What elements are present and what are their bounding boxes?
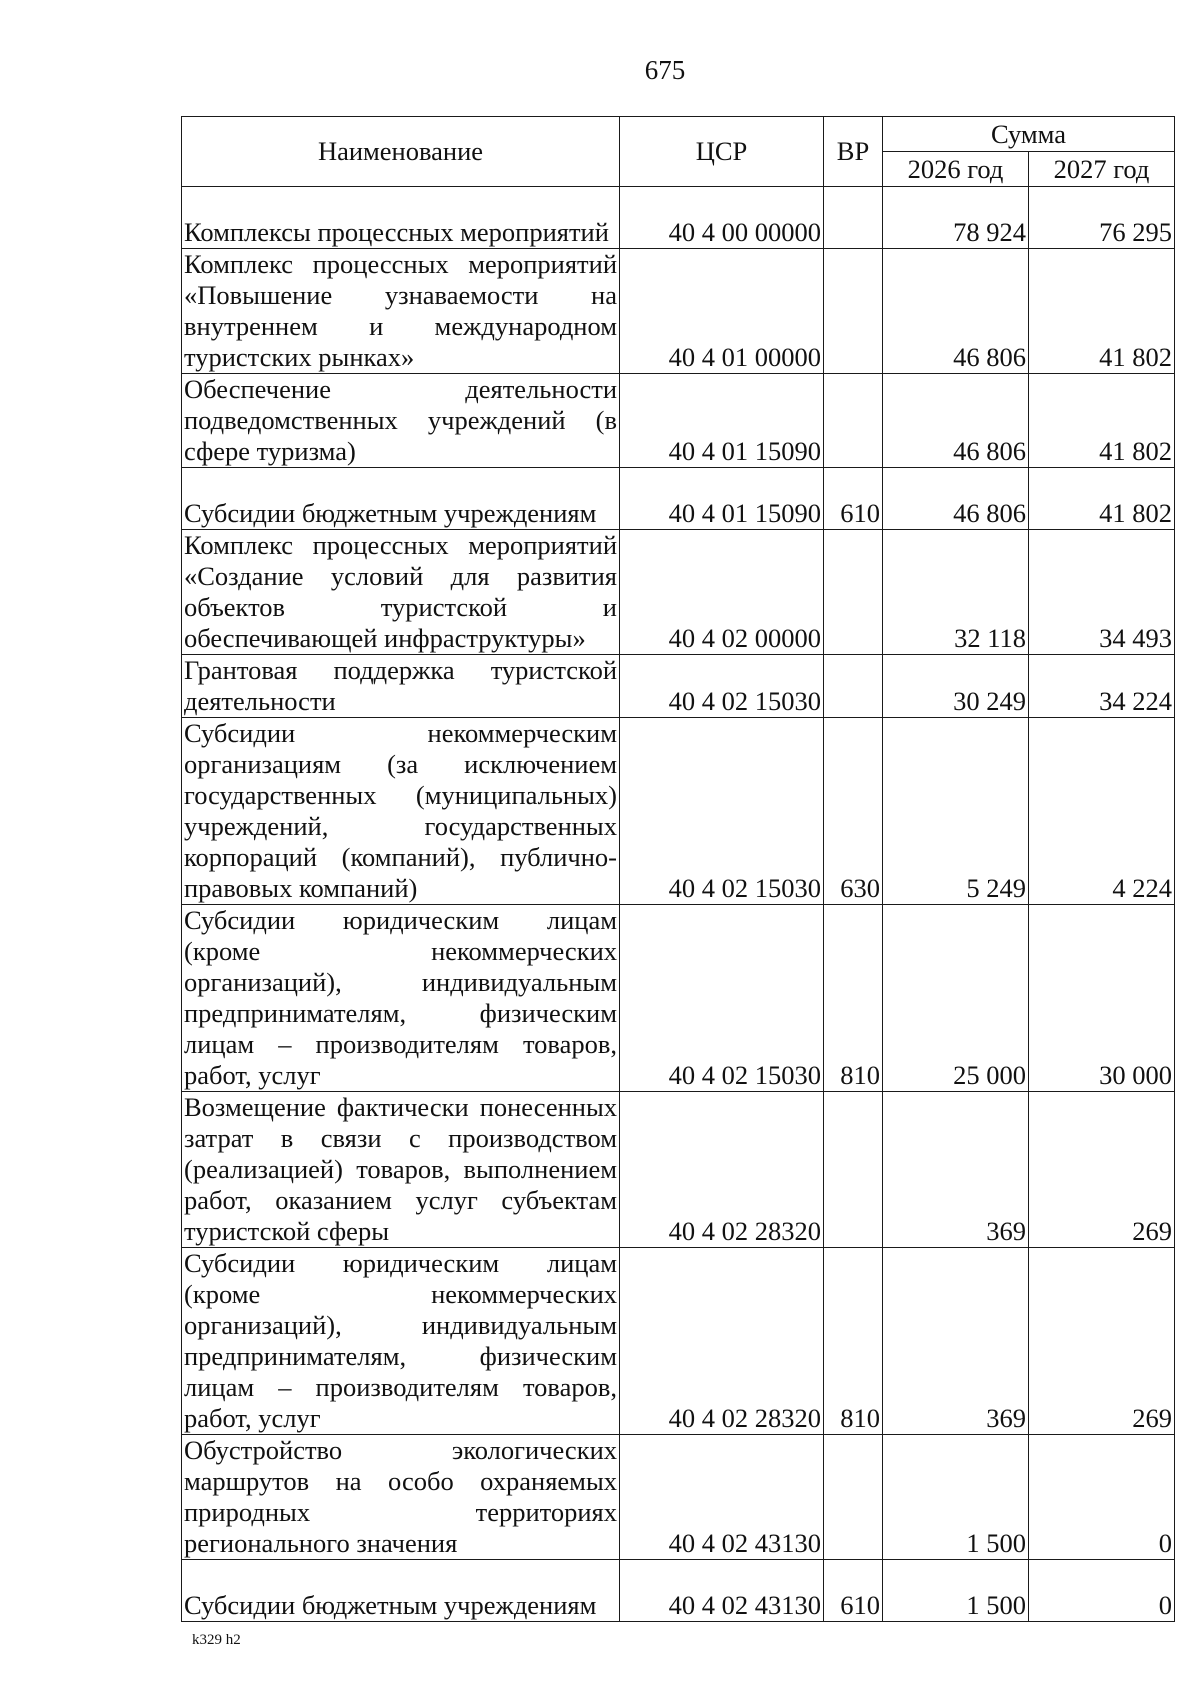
header-year-2026: 2026 год: [883, 152, 1029, 187]
row-sum-2027-cell: 41 802: [1029, 249, 1175, 374]
row-name-cell: Субсидии некоммерческим организациям (за исключением государственных (муниципальных) учреждений, государственных корпораций (компаний), публично-правовых компаний): [182, 718, 620, 905]
header-year-2027: 2027 год: [1029, 152, 1175, 187]
row-sum-2027-cell: 269: [1029, 1092, 1175, 1248]
row-csr-cell: 40 4 01 15090: [620, 468, 824, 530]
row-sum-2026-cell: 30 249: [883, 655, 1029, 718]
page-number: 675: [644, 55, 686, 85]
row-csr-cell: 40 4 00 00000: [620, 187, 824, 249]
row-name-cell: Субсидии юридическим лицам (кроме некоммерческих организаций), индивидуальным предпринимателям, физическим лицам – производителям товаров, работ, услуг: [182, 1248, 620, 1435]
row-vr-cell: [824, 187, 883, 249]
row-vr-cell: [824, 249, 883, 374]
row-name-cell: Субсидии бюджетным учреждениям: [182, 468, 620, 530]
row-name-cell: Комплекс процессных мероприятий «Создание условий для развития объектов туристской и обеспечивающей инфраструктуры»: [182, 530, 620, 655]
row-vr-cell: 630: [824, 718, 883, 905]
table-row: [182, 374, 1175, 468]
table-row: [182, 1435, 1175, 1560]
row-sum-2027-cell: 4 224: [1029, 718, 1175, 905]
row-sum-2026-cell: 46 806: [883, 249, 1029, 374]
row-name-cell: Субсидии юридическим лицам (кроме некоммерческих организаций), индивидуальным предпринимателям, физическим лицам – производителям товаров, работ, услуг: [182, 905, 620, 1092]
row-csr-cell: 40 4 02 43130: [620, 1560, 824, 1622]
row-name-cell: Возмещение фактически понесенных затрат в связи с производством (реализацией) товаров, выполнением работ, оказанием услуг субъектам туристской сферы: [182, 1092, 620, 1248]
table-header: [182, 117, 1175, 187]
row-csr-cell: 40 4 02 28320: [620, 1248, 824, 1435]
row-csr-cell: 40 4 02 43130: [620, 1435, 824, 1560]
table-row: [182, 718, 1175, 905]
row-csr-cell: 40 4 02 15030: [620, 655, 824, 718]
row-csr-cell: 40 4 02 15030: [620, 718, 824, 905]
row-name-cell: Комплекс процессных мероприятий «Повышение узнаваемости на внутреннем и международном туристских рынках»: [182, 249, 620, 374]
row-vr-cell: 810: [824, 1248, 883, 1435]
row-sum-2027-cell: 76 295: [1029, 187, 1175, 249]
header-sum: Сумма: [883, 117, 1175, 152]
row-name-cell: Субсидии бюджетным учреждениям: [182, 1560, 620, 1622]
row-sum-2027-cell: 269: [1029, 1248, 1175, 1435]
row-csr-cell: 40 4 01 15090: [620, 374, 824, 468]
footer-code: k329 h2: [192, 1632, 241, 1648]
row-sum-2027-cell: 0: [1029, 1560, 1175, 1622]
row-csr-cell: 40 4 01 00000: [620, 249, 824, 374]
row-sum-2026-cell: 5 249: [883, 718, 1029, 905]
row-name-cell: Обеспечение деятельности подведомственных учреждений (в сфере туризма): [182, 374, 620, 468]
row-vr-cell: [824, 374, 883, 468]
row-name-cell: Комплексы процессных мероприятий: [182, 187, 620, 249]
table-row: [182, 249, 1175, 374]
row-sum-2026-cell: 46 806: [883, 468, 1029, 530]
table-row: [182, 187, 1175, 249]
row-sum-2026-cell: 46 806: [883, 374, 1029, 468]
row-name-cell: Обустройство экологических маршрутов на особо охраняемых природных территориях регионального значения: [182, 1435, 620, 1560]
row-vr-cell: 610: [824, 1560, 883, 1622]
table-row: [182, 530, 1175, 655]
table-row: [182, 1560, 1175, 1622]
row-vr-cell: 810: [824, 905, 883, 1092]
table-row: [182, 905, 1175, 1092]
row-sum-2026-cell: 369: [883, 1092, 1029, 1248]
table-row: [182, 655, 1175, 718]
row-csr-cell: 40 4 02 15030: [620, 905, 824, 1092]
row-sum-2026-cell: 78 924: [883, 187, 1029, 249]
row-sum-2027-cell: 41 802: [1029, 374, 1175, 468]
row-vr-cell: [824, 655, 883, 718]
header-csr: ЦСР: [620, 117, 824, 187]
row-sum-2027-cell: 34 224: [1029, 655, 1175, 718]
row-sum-2026-cell: 1 500: [883, 1560, 1029, 1622]
row-sum-2026-cell: 1 500: [883, 1435, 1029, 1560]
header-vr: ВР: [824, 117, 883, 187]
row-sum-2027-cell: 41 802: [1029, 468, 1175, 530]
table-row: [182, 1092, 1175, 1248]
budget-table: [181, 116, 1175, 1622]
row-vr-cell: [824, 1092, 883, 1248]
row-sum-2026-cell: 25 000: [883, 905, 1029, 1092]
row-sum-2027-cell: 30 000: [1029, 905, 1175, 1092]
row-vr-cell: [824, 1435, 883, 1560]
row-sum-2026-cell: 369: [883, 1248, 1029, 1435]
row-name-cell: Грантовая поддержка туристской деятельности: [182, 655, 620, 718]
table-row: [182, 1248, 1175, 1435]
header-name: Наименование: [182, 117, 620, 187]
row-sum-2027-cell: 0: [1029, 1435, 1175, 1560]
row-csr-cell: 40 4 02 28320: [620, 1092, 824, 1248]
row-sum-2026-cell: 32 118: [883, 530, 1029, 655]
table-body: [182, 187, 1175, 1622]
table-row: [182, 468, 1175, 530]
row-vr-cell: [824, 530, 883, 655]
row-vr-cell: 610: [824, 468, 883, 530]
row-csr-cell: 40 4 02 00000: [620, 530, 824, 655]
row-sum-2027-cell: 34 493: [1029, 530, 1175, 655]
